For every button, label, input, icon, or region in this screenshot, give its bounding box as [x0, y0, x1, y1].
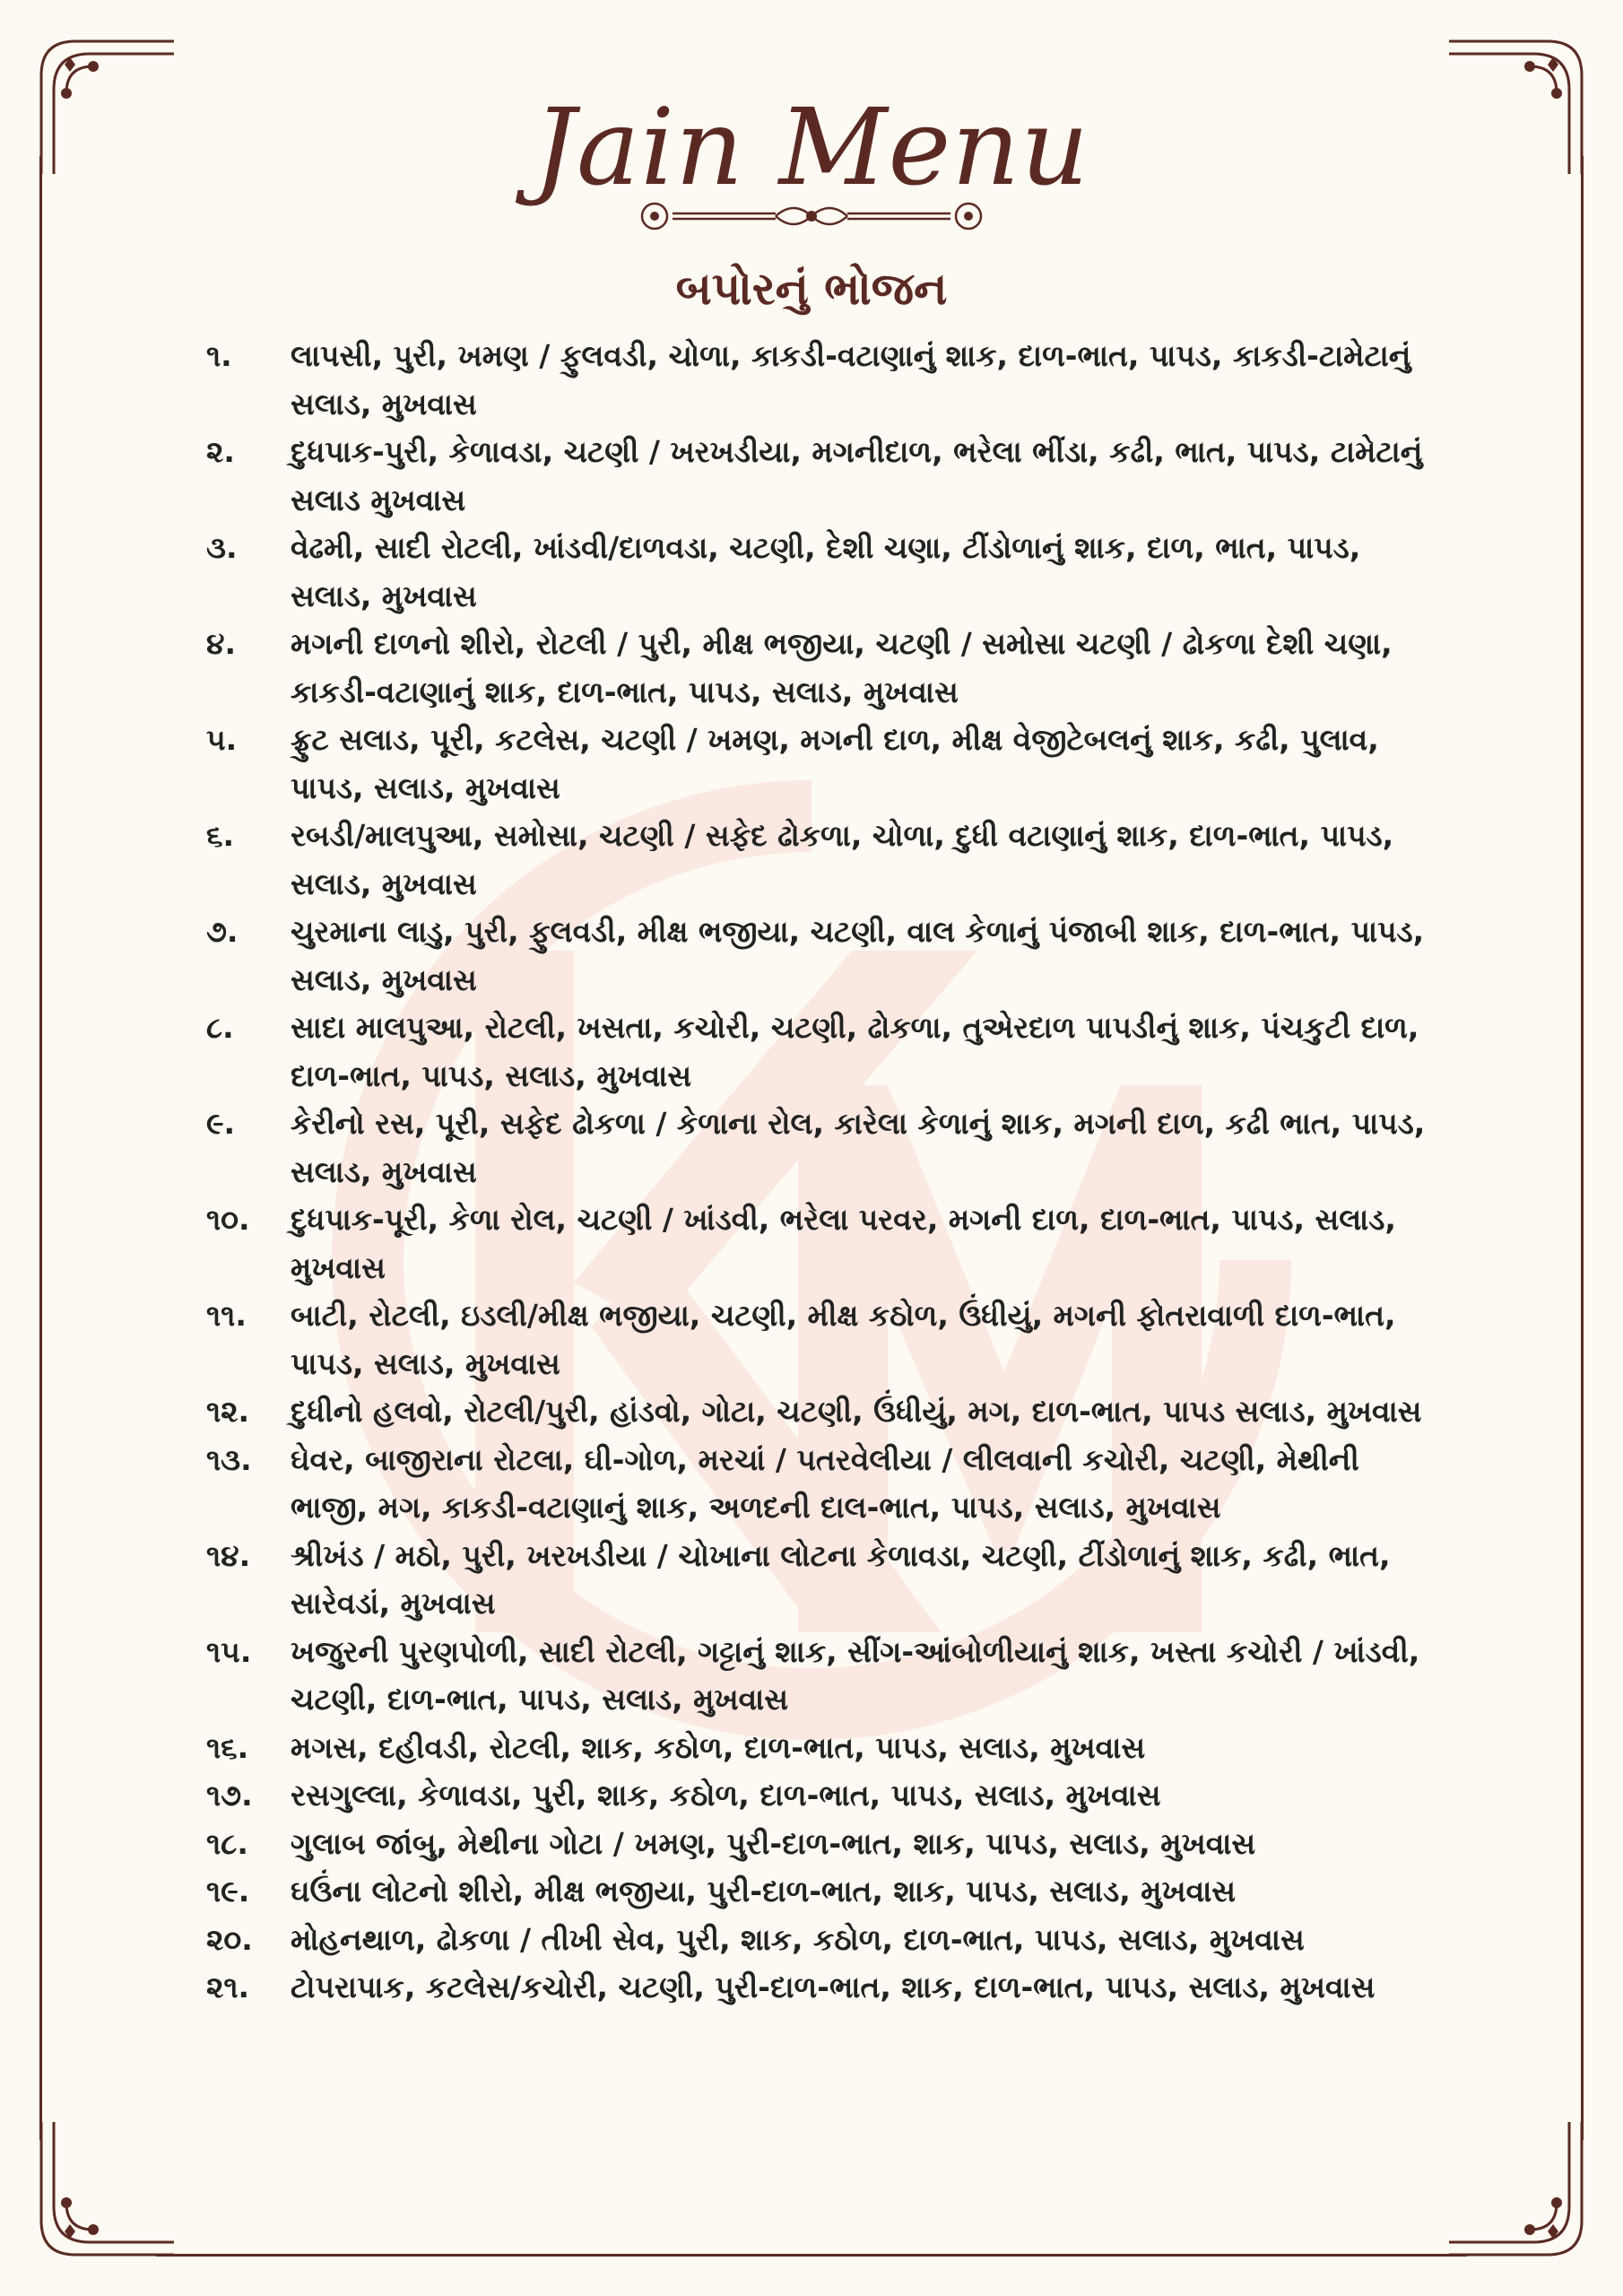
item-text: ફ્રુટ સલાડ, પૂરી, કટલેસ, ચટણી / ખમણ, મગની દાળ, મીક્ષ વેજીટેબલનું શાક, કઢી, પુલાવ, પાપડ, સલાડ, મુખવાસ — [291, 722, 1379, 805]
item-number: ૫. — [206, 722, 238, 757]
list-item — [206, 1532, 1426, 1628]
item-text: ઘેવર, બાજીરાના રોટલા, ઘી-ગોળ, મરચાં / પતરવેલીયા / લીલવાની કચોરી, ચટણી, મેથીની ભાજી, મગ, કાકડી-વટાણાનું શાક, અળદની દાલ-ભાત, પાપડ, સલાડ, મુખવાસ — [291, 1441, 1359, 1525]
item-text: રબડી/માલપુઆ, સમોસા, ચટણી / સફેદ ઢોકળા, ચોળા, દુધી વટાણાનું શાક, દાળ-ભાત, પાપડ, સલાડ, મુખવાસ — [291, 818, 1394, 901]
item-text: ટોપરાપાક, કટલેસ/કચોરી, ચટણી, પુરી-દાળ-ભાત, શાક, દાળ-ભાત, પાપડ, સલાડ, મુખવાસ — [291, 1970, 1376, 2005]
item-text: ચુરમાના લાડુ, પુરી, ફુલવડી, મીક્ષ ભજીયા, ચટણી, વાલ કેળાનું પંજાબી શાક, દાળ-ભાત, પાપડ, સલાડ, મુખવાસ — [291, 914, 1425, 997]
item-text: શ્રીખંડ / મઠો, પુરી, ખરખડીયા / ચોખાના લોટના કેળાવડા, ચટણી, ટીંડોળાનું શાક, કઢી, ભાત, સારેવડાં, મુખવાસ — [291, 1537, 1391, 1621]
menu-list — [206, 332, 1426, 2012]
item-text: દુધપાક-પુરી, કેળાવડા, ચટણી / ખરખડીયા, મગનીદાળ, ભરેલા ભીંડા, કઢી, ભાત, પાપડ, ટામેટાનું સલાડ મુખવાસ — [291, 434, 1423, 517]
border-bottom-line — [156, 2254, 1467, 2257]
list-item — [206, 620, 1426, 716]
item-number: ૨૧. — [206, 1970, 250, 2005]
item-number: ૨. — [206, 434, 235, 469]
border-left-line — [39, 156, 42, 2140]
item-text: વેઢમી, સાદી રોટલી, ખાંડવી/દાળવડા, ચટણી, દેશી ચણા, ટીંડોળાનું શાક, દાળ, ભાત, પાપડ, સલાડ, મુખવાસ — [291, 530, 1361, 613]
list-item — [206, 428, 1426, 524]
item-text: કેરીનો રસ, પૂરી, સફેદ ઢોકળા / કેળાના રોલ, કારેલા કેળાનું શાક, મગની દાળ, કઢી ભાત, પાપડ, સલાડ, મુખવાસ — [291, 1106, 1426, 1189]
ornamental-corner-icon — [39, 2122, 174, 2257]
item-text: દુધીનો હલવો, રોટલી/પુરી, હાંડવો, ગોટા, ચટણી, ઉંધીયું, મગ, દાળ-ભાત, પાપડ સલાડ, મુખવાસ — [291, 1394, 1422, 1429]
item-text: મોહનથાળ, ઢોકળા / તીખી સેવ, પુરી, શાક, કઠોળ, દાળ-ભાત, પાપડ, સલાડ, મુખવાસ — [291, 1921, 1305, 1957]
list-item — [206, 1100, 1426, 1196]
item-text: ગુલાબ જાંબુ, મેથીના ગોટા / ખમણ, પુરી-દાળ-ભાત, શાક, પાપડ, સલાડ, મુખવાસ — [291, 1825, 1256, 1861]
item-number: ૧૧. — [206, 1298, 247, 1333]
ornamental-divider-icon — [619, 196, 1004, 237]
list-item — [206, 1771, 1426, 1820]
list-item — [206, 1196, 1426, 1292]
item-number: ૧૯. — [206, 1874, 250, 1909]
item-number: ૪. — [206, 626, 236, 661]
item-number: ૧૪. — [206, 1537, 251, 1573]
item-number: ૩. — [206, 530, 238, 565]
item-number: ૧૦. — [206, 1202, 250, 1237]
list-item — [206, 1963, 1426, 2012]
item-number: ૨૦. — [206, 1921, 253, 1957]
item-number: ૧૫. — [206, 1633, 252, 1669]
list-item — [206, 1916, 1426, 1964]
item-number: ૭. — [206, 914, 239, 949]
list-item — [206, 1387, 1426, 1436]
list-item — [206, 716, 1426, 812]
page-title: Jain Menu — [533, 85, 1090, 209]
list-item — [206, 1292, 1426, 1387]
item-number: ૬. — [206, 818, 235, 853]
item-text: ખજુરની પુરણપોળી, સાદી રોટલી, ગટ્ટાનું શાક, સીંગ-આંબોળીયાનું શાક, ખસ્તા કચોરી / ખાંડવી, ચટણી, દાળ-ભાત, પાપડ, સલાડ, મુખવાસ — [291, 1633, 1420, 1717]
item-text: રસગુલ્લા, કેળાવડા, પુરી, શાક, કઠોળ, દાળ-ભાત, પાપડ, સલાડ, મુખવાસ — [291, 1778, 1161, 1813]
ornamental-corner-icon — [1449, 2122, 1584, 2257]
section-heading: બપોરનું ભોજન — [675, 263, 948, 315]
item-number: ૧૩. — [206, 1441, 252, 1477]
item-number: ૧૮. — [206, 1825, 248, 1861]
list-item — [206, 1004, 1426, 1100]
item-number: ૧૬. — [206, 1729, 249, 1765]
list-item — [206, 1628, 1426, 1724]
item-text: સાદા માલપુઆ, રોટલી, ખસતા, કચોરી, ચટણી, ઢોકળા, તુએરદાળ પાપડીનું શાક, પંચકુટી દાળ, દાળ-ભાત, પાપડ, સલાડ, મુખવાસ — [291, 1010, 1419, 1093]
item-text: બાટી, રોટલી, ઇડલી/મીક્ષ ભજીયા, ચટણી, મીક્ષ કઠોળ, ઉંધીયું, મગની ફોતરાવાળી દાળ-ભાત, પાપડ, સલાડ, મુખવાસ — [291, 1298, 1396, 1381]
item-text: લાપસી, પુરી, ખમણ / ફુલવડી, ચોળા, કાકડી-વટાણાનું શાક, દાળ-ભાત, પાપડ, કાકડી-ટામેટાનું સલાડ, મુખવાસ — [291, 338, 1411, 422]
item-text: મગસ, દહીવડી, રોટલી, શાક, કઠોળ, દાળ-ભાત, પાપડ, સલાડ, મુખવાસ — [291, 1729, 1146, 1765]
item-text: મગની દાળનો શીરો, રોટલી / પુરી, મીક્ષ ભજીયા, ચટણી / સમોસા ચટણી / ઢોકળા દેશી ચણા, કાકડી-વટાણાનું શાક, દાળ-ભાત, પાપડ, સલાડ, મુખવાસ — [291, 626, 1393, 709]
border-right-line — [1581, 156, 1584, 2140]
item-number: ૯. — [206, 1106, 236, 1141]
list-item — [206, 524, 1426, 620]
list-item — [206, 1867, 1426, 1916]
item-text: દુધપાક-પૂરી, કેળા રોલ, ચટણી / ખાંડવી, ભરેલા પરવર, મગની દાળ, દાળ-ભાત, પાપડ, સલાડ, મુખવાસ — [291, 1202, 1396, 1285]
item-number: ૮. — [206, 1010, 234, 1045]
item-number: ૧૭. — [206, 1778, 253, 1813]
list-item — [206, 332, 1426, 428]
list-item — [206, 1820, 1426, 1868]
list-item — [206, 908, 1426, 1004]
list-item — [206, 812, 1426, 908]
list-item — [206, 1724, 1426, 1772]
item-number: ૧૨. — [206, 1394, 250, 1429]
item-text: ઘઉંના લોટનો શીરો, મીક્ષ ભજીયા, પુરી-દાળ-ભાત, શાક, પાપડ, સલાડ, મુખવાસ — [291, 1874, 1237, 1909]
list-item — [206, 1436, 1426, 1532]
item-number: ૧. — [206, 338, 232, 373]
